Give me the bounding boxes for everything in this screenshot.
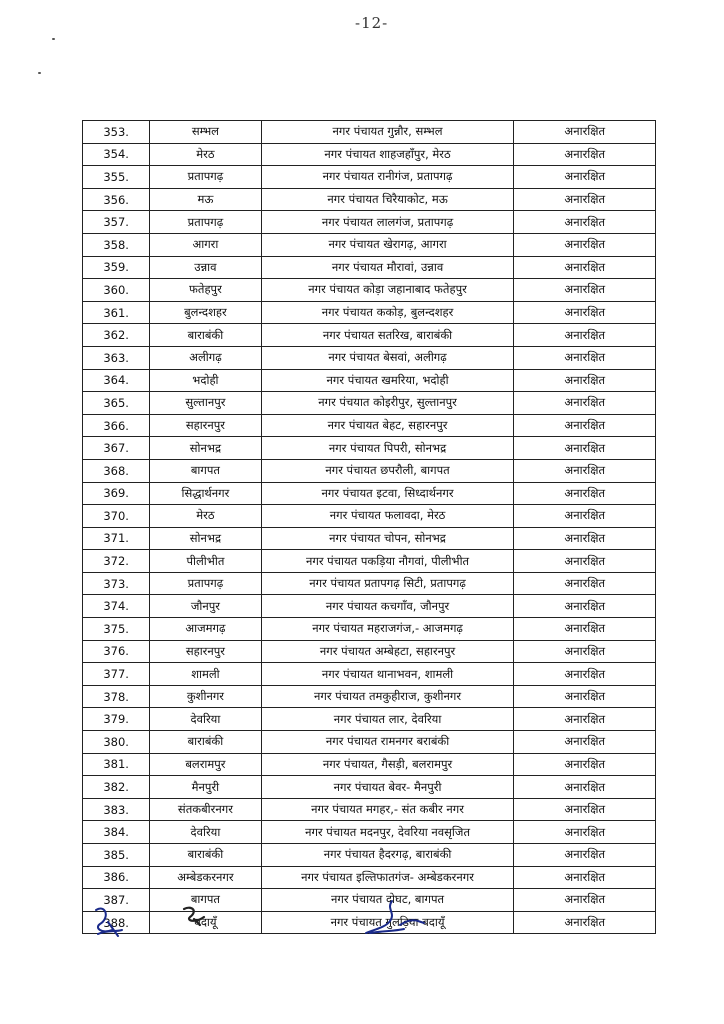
category-cell: अनारक्षित: [514, 256, 656, 279]
row-number: 362.: [83, 324, 150, 347]
table-row: [83, 731, 656, 754]
row-number: 377.: [83, 663, 150, 686]
district-cell: सहारनपुर: [150, 414, 261, 437]
panchayat-name-cell: नगर पंचायत प्रतापगढ़ सिटी, प्रतापगढ़: [261, 572, 514, 595]
panchayat-name-cell: नगर पंचायत लार, देवरिया: [261, 708, 514, 731]
category-cell: अनारक्षित: [514, 844, 656, 867]
district-cell: देवरिया: [150, 708, 261, 731]
row-number: 369.: [83, 482, 150, 505]
panchayat-name-cell: नगर पंचायत फलावदा, मेरठ: [261, 505, 514, 528]
district-cell: देवरिया: [150, 821, 261, 844]
district-cell: सहारनपुर: [150, 640, 261, 663]
category-cell: अनारक्षित: [514, 527, 656, 550]
district-cell: बागपत: [150, 459, 261, 482]
row-number: 359.: [83, 256, 150, 279]
panchayat-name-cell: नगर पंचायत गुन्नौर, सम्भल: [261, 121, 514, 144]
row-number: 358.: [83, 233, 150, 256]
category-cell: अनारक्षित: [514, 121, 656, 144]
category-cell: अनारक्षित: [514, 392, 656, 415]
table-row: [83, 618, 656, 641]
district-cell: उन्नाव: [150, 256, 261, 279]
category-cell: अनारक्षित: [514, 233, 656, 256]
table-row: [83, 776, 656, 799]
district-cell: प्रतापगढ़: [150, 211, 261, 234]
panchayat-name-cell: नगर पंचायत पकड़िया नौगवां, पीलीभीत: [261, 550, 514, 573]
district-cell: संतकबीरनगर: [150, 798, 261, 821]
panchayat-name-cell: नगर पंचायत कोड़ा जहानाबाद फतेहपुर: [261, 279, 514, 302]
row-number: 357.: [83, 211, 150, 234]
table-row: [83, 753, 656, 776]
row-number: 372.: [83, 550, 150, 573]
row-number: 365.: [83, 392, 150, 415]
table-row: [83, 844, 656, 867]
panchayat-name-cell: नगर पंचायत इटवा, सिध्दार्थनगर: [261, 482, 514, 505]
table-row: [83, 233, 656, 256]
row-number: 368.: [83, 459, 150, 482]
table-row: [83, 301, 656, 324]
table-row: [83, 663, 656, 686]
row-number: 361.: [83, 301, 150, 324]
category-cell: अनारक्षित: [514, 685, 656, 708]
district-cell: पीलीभीत: [150, 550, 261, 573]
category-cell: अनारक्षित: [514, 866, 656, 889]
table-row: [83, 143, 656, 166]
category-cell: अनारक्षित: [514, 911, 656, 934]
panchayat-name-cell: नगर पंचायत, गैसड़ी, बलरामपुर: [261, 753, 514, 776]
panchayat-name-cell: नगर पंचायत मौरावां, उन्नाव: [261, 256, 514, 279]
table-row: [83, 527, 656, 550]
district-cell: बलरामपुर: [150, 753, 261, 776]
district-cell: मेरठ: [150, 143, 261, 166]
category-cell: अनारक्षित: [514, 437, 656, 460]
category-cell: अनारक्षित: [514, 369, 656, 392]
panchayat-name-cell: नगर पंचायत लालगंज, प्रतापगढ़: [261, 211, 514, 234]
row-number: 354.: [83, 143, 150, 166]
table-row: [83, 708, 656, 731]
panchayat-name-cell: नगर पंचायत रामनगर बराबंकी: [261, 731, 514, 754]
row-number: 378.: [83, 685, 150, 708]
district-cell: मैनपुरी: [150, 776, 261, 799]
category-cell: अनारक्षित: [514, 301, 656, 324]
table-row: [83, 166, 656, 189]
panchayat-name-cell: नगर पंचयात कोइरीपुर, सुल्तानपुर: [261, 392, 514, 415]
table-row: [83, 121, 656, 144]
district-cell: बागपत: [150, 889, 261, 912]
district-cell: सिद्धार्थनगर: [150, 482, 261, 505]
category-cell: अनारक्षित: [514, 731, 656, 754]
row-number: 363.: [83, 346, 150, 369]
district-cell: मऊ: [150, 188, 261, 211]
table-row: [83, 505, 656, 528]
district-cell: बाराबंकी: [150, 731, 261, 754]
category-cell: अनारक्षित: [514, 889, 656, 912]
scan-speck: [38, 72, 41, 74]
panchayat-name-cell: नगर पंचायत बेहट, सहारनपुर: [261, 414, 514, 437]
panchayat-name-cell: नगर पंचायत हैदरगढ़, बाराबंकी: [261, 844, 514, 867]
table-row: [83, 911, 656, 934]
table-row: [83, 889, 656, 912]
page-number: -12-: [355, 14, 389, 32]
row-number: 370.: [83, 505, 150, 528]
panchayat-name-cell: नगर पंचायत सतरिख, बाराबंकी: [261, 324, 514, 347]
district-cell: सोनभद्र: [150, 527, 261, 550]
category-cell: अनारक्षित: [514, 753, 656, 776]
table-row: [83, 866, 656, 889]
category-cell: अनारक्षित: [514, 798, 656, 821]
table-row: [83, 414, 656, 437]
row-number: 383.: [83, 798, 150, 821]
table-row: [83, 324, 656, 347]
panchayat-name-cell: नगर पंचायत थानाभवन, शामली: [261, 663, 514, 686]
table-row: [83, 211, 656, 234]
row-number: 375.: [83, 618, 150, 641]
panchayat-name-cell: नगर पंचायत मदनपुर, देवरिया नवसृजित: [261, 821, 514, 844]
panchayat-name-cell: नगर पंचायत शाहजहाँपुर, मेरठ: [261, 143, 514, 166]
table-row: [83, 256, 656, 279]
panchayat-name-cell: नगर पंचायत तमकुहीराज, कुशीनगर: [261, 685, 514, 708]
row-number: 374.: [83, 595, 150, 618]
panchayat-name-cell: नगर पंचायत छपरौली, बागपत: [261, 459, 514, 482]
panchayat-name-cell: नगर पंचायत बेवर- मैनपुरी: [261, 776, 514, 799]
district-cell: जौनपुर: [150, 595, 261, 618]
district-cell: बाराबंकी: [150, 324, 261, 347]
row-number: 384.: [83, 821, 150, 844]
table-row: [83, 640, 656, 663]
category-cell: अनारक्षित: [514, 640, 656, 663]
category-cell: अनारक्षित: [514, 482, 656, 505]
table-row: [83, 550, 656, 573]
table-row: [83, 798, 656, 821]
district-cell: सोनभद्र: [150, 437, 261, 460]
panchayat-name-cell: नगर पंचायत दोघट, बागपत: [261, 889, 514, 912]
district-cell: आगरा: [150, 233, 261, 256]
table-row: [83, 279, 656, 302]
table-row: [83, 392, 656, 415]
scan-speck: [52, 38, 55, 40]
district-cell: बदायूँ: [150, 911, 261, 934]
category-cell: अनारक्षित: [514, 346, 656, 369]
table-row: [83, 821, 656, 844]
category-cell: अनारक्षित: [514, 572, 656, 595]
panchayat-name-cell: नगर पंचायत चोपन, सोनभद्र: [261, 527, 514, 550]
category-cell: अनारक्षित: [514, 211, 656, 234]
panchayat-name-cell: नगर पंचायत पिपरी, सोनभद्र: [261, 437, 514, 460]
panchayat-name-cell: नगर पंचायत ककोड़, बुलन्दशहर: [261, 301, 514, 324]
row-number: 373.: [83, 572, 150, 595]
category-cell: अनारक्षित: [514, 505, 656, 528]
panchayat-name-cell: नगर पंचायत अम्बेहटा, सहारनपुर: [261, 640, 514, 663]
district-cell: भदोही: [150, 369, 261, 392]
row-number: 367.: [83, 437, 150, 460]
panchayat-name-cell: नगर पंचायत खमरिया, भदोही: [261, 369, 514, 392]
district-cell: प्रतापगढ़: [150, 572, 261, 595]
row-number: 376.: [83, 640, 150, 663]
row-number: 379.: [83, 708, 150, 731]
category-cell: अनारक्षित: [514, 414, 656, 437]
row-number: 381.: [83, 753, 150, 776]
district-cell: आजमगढ़: [150, 618, 261, 641]
category-cell: अनारक्षित: [514, 279, 656, 302]
district-cell: प्रतापगढ़: [150, 166, 261, 189]
panchayat-name-cell: नगर पंचायत मगहर,- संत कबीर नगर: [261, 798, 514, 821]
table-row: [83, 369, 656, 392]
table-row: [83, 188, 656, 211]
row-number: 387.: [83, 889, 150, 912]
panchayat-name-cell: नगर पंचायत इल्तिफातगंज- अम्बेडकरनगर: [261, 866, 514, 889]
category-cell: अनारक्षित: [514, 618, 656, 641]
row-number: 366.: [83, 414, 150, 437]
category-cell: अनारक्षित: [514, 708, 656, 731]
panchayat-name-cell: नगर पंचायत खेरागढ़, आगरा: [261, 233, 514, 256]
district-cell: बुलन्दशहर: [150, 301, 261, 324]
district-cell: अलीगढ़: [150, 346, 261, 369]
table-row: [83, 595, 656, 618]
category-cell: अनारक्षित: [514, 459, 656, 482]
panchayat-name-cell: नगर पंचायत बेसवां, अलीगढ़: [261, 346, 514, 369]
district-cell: सुल्तानपुर: [150, 392, 261, 415]
panchayat-name-cell: नगर पंचायत गुलड़िया बदायूँ: [261, 911, 514, 934]
row-number: 353.: [83, 121, 150, 144]
district-cell: सम्भल: [150, 121, 261, 144]
table-row: [83, 572, 656, 595]
district-cell: बाराबंकी: [150, 844, 261, 867]
row-number: 355.: [83, 166, 150, 189]
panchayat-name-cell: नगर पंचायत कचगाँव, जौनपुर: [261, 595, 514, 618]
table-row: [83, 346, 656, 369]
category-cell: अनारक्षित: [514, 776, 656, 799]
category-cell: अनारक्षित: [514, 550, 656, 573]
category-cell: अनारक्षित: [514, 663, 656, 686]
table-row: [83, 459, 656, 482]
district-cell: मेरठ: [150, 505, 261, 528]
row-number: 371.: [83, 527, 150, 550]
panchayat-name-cell: नगर पंचायत चिरैयाकोट, मऊ: [261, 188, 514, 211]
row-number: 386.: [83, 866, 150, 889]
row-number: 385.: [83, 844, 150, 867]
table-row: [83, 437, 656, 460]
category-cell: अनारक्षित: [514, 188, 656, 211]
category-cell: अनारक्षित: [514, 821, 656, 844]
table-row: [83, 685, 656, 708]
nagar-panchayat-table: [82, 120, 656, 934]
row-number: 382.: [83, 776, 150, 799]
row-number: 388.: [83, 911, 150, 934]
category-cell: अनारक्षित: [514, 166, 656, 189]
district-cell: शामली: [150, 663, 261, 686]
category-cell: अनारक्षित: [514, 595, 656, 618]
district-cell: अम्बेडकरनगर: [150, 866, 261, 889]
row-number: 364.: [83, 369, 150, 392]
district-cell: फतेहपुर: [150, 279, 261, 302]
panchayat-name-cell: नगर पंचायत महराजगंज,- आजमगढ़: [261, 618, 514, 641]
category-cell: अनारक्षित: [514, 324, 656, 347]
category-cell: अनारक्षित: [514, 143, 656, 166]
row-number: 380.: [83, 731, 150, 754]
row-number: 360.: [83, 279, 150, 302]
table-row: [83, 482, 656, 505]
row-number: 356.: [83, 188, 150, 211]
district-cell: कुशीनगर: [150, 685, 261, 708]
panchayat-name-cell: नगर पंचायत रानीगंज, प्रतापगढ़: [261, 166, 514, 189]
